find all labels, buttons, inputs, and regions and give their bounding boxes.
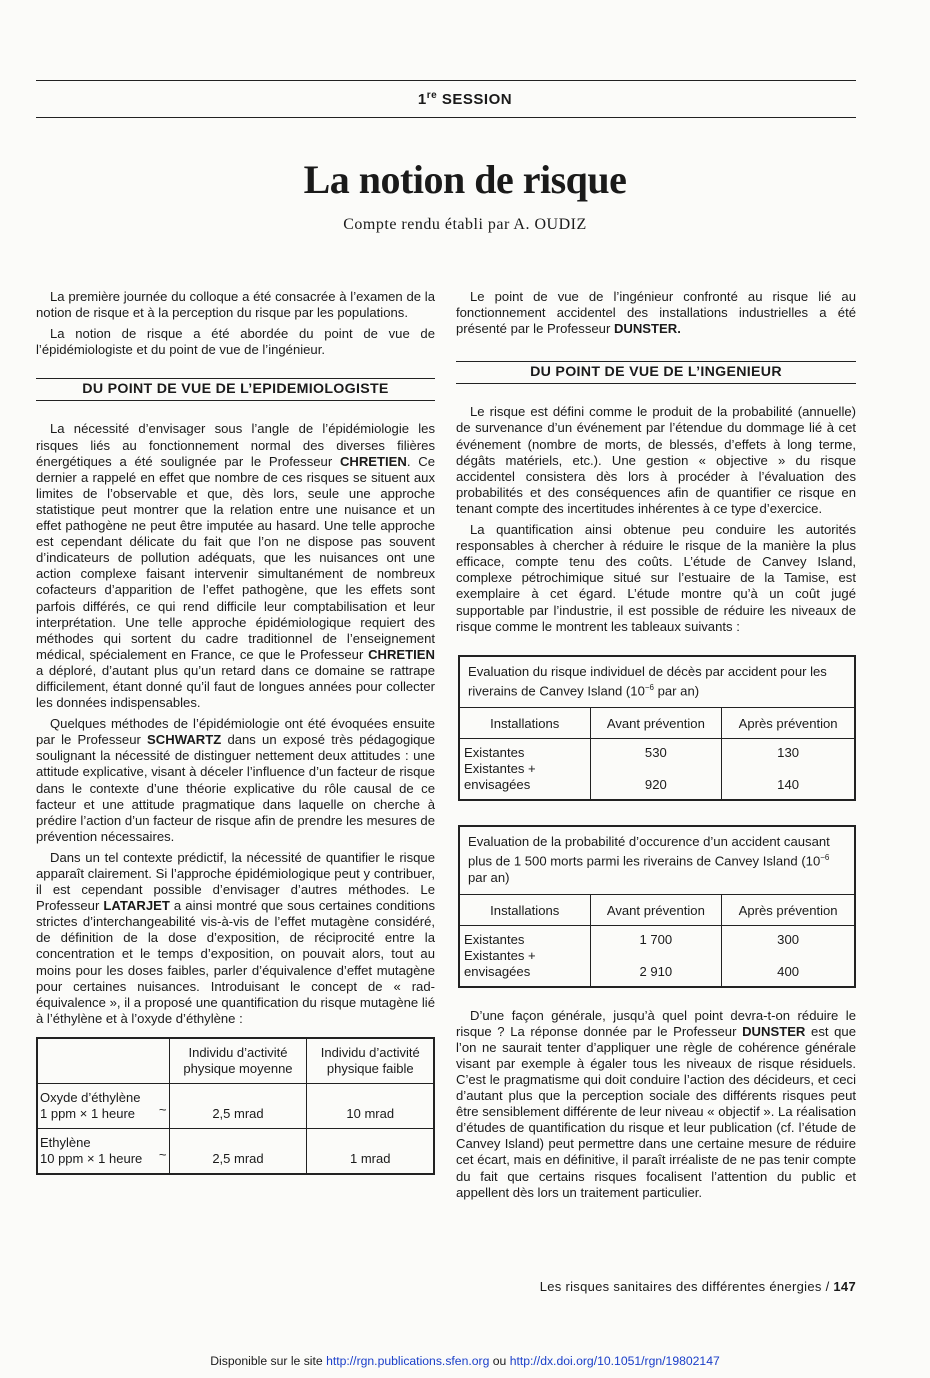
article-title: La notion de risque xyxy=(303,157,627,202)
row-label: envisagées xyxy=(464,963,531,979)
doi-link[interactable]: http://dx.doi.org/10.1051/rgn/19802147 xyxy=(509,1354,720,1368)
body-paragraph: La nécessité d’envisager sous l’angle de l’épidémiologie les risques liés au fonctionnement normal des diverses filières énergétiques a été soulignée par le Professeur CHRETIEN. Ce dernier a rappelé en effet que nombre de ces risques se situent aux limites de l’observable et que, dès lors, seule une approche statistique peut montrer que la relation entre une nuisance et un effet pathogène ne peut être imputée au hasard. Une telle approche est cependant délicate du fait que l’on ne dispose pas souvent d’indicateurs de pollution adéquats, que les nuisances ont une action complexe faisant intervenir simultanément de nombreux cofacteurs d’apparition de l’effet pathogène, que les effets sont parfois différés, ce qui rend difficile leur comptabilisation et leur interprétation. Une telle approche épidémiologique requiert des méthodes qui sortent du cadre traditionnel de l’enseignement médical, spécialement en France, ce que le Professeur CHRETIEN a déploré, d’autant plus qu’un retard dans ce domaine se rattrape difficilement, étant donné qu’il faut de longues années pour collecter les données indispensables. xyxy=(36,421,436,711)
row-label: Existantes xyxy=(464,745,525,761)
table-cell: 140 xyxy=(777,777,800,793)
tilde-symbol: ~ xyxy=(158,1146,167,1162)
tilde-symbol: ~ xyxy=(158,1101,167,1117)
body-paragraph: Dans un tel contexte prédictif, la nécessité de quantifier le risque apparaît clairement. Si l’approche épidémiologique peut y contribuer, il est cependant possible d’envisager d’autres méthodes. Le Professeur LATARJET a ainsi montré que sous certaines conditions strictes d’interchangeabilité vis-à-vis de l’effet mutagène considéré, de définition de la dose d’exposition, de réciprocité entre la concentration et le temps d’exposition, on pouvait alors, tout au moins pour les doses faibles, parler d’équivalence d’effet mutagène pour certaines nuisances. Introduisant le concept de « rad-équivalence », il a proposé une quantification du risque mutagène lié à l’éthylène et à l’oxyde d’éthylène : xyxy=(36,849,435,1026)
table-cell: 920 xyxy=(644,777,667,793)
page-footer: Les risques sanitaires des différentes énergies / 147 xyxy=(539,1279,856,1294)
article-subtitle: Compte rendu établi par A. OUDIZ xyxy=(343,216,587,233)
table-cell: 2,5 mrad xyxy=(169,1083,307,1128)
session-rule xyxy=(36,117,856,118)
table-cell: 1 mrad xyxy=(307,1128,434,1174)
table-caption: Evaluation de la probabilité d’occurence d’un accident causant plus de 1 500 morts parmi les riverains de Canvey Island ($10^{-6}$ par an) xyxy=(468,834,830,885)
row-label: 10 ppm × 1 heure xyxy=(40,1150,143,1166)
table-cell: 2 910 xyxy=(639,963,673,979)
row-label: Ethylène xyxy=(40,1134,91,1150)
body-paragraph: Quelques méthodes de l’épidémiologie ont été évoquées ensuite par le Professeur SCHWARTZ dans un exposé très pédagogique soulignant la nécessité de distinguer nettement deux attitudes : une attitude explicative, visant à déceler l’influence d’un facteur de risque dans le contexte d’une théorie explicative du rôle causal de ce facteur et une attitude pragmatique dans laquelle on cherche à prédire l’action d’un facteur de risque afin de prendre les mesures de prévention nécessaires. xyxy=(36,716,435,844)
intro-paragraph: La première journée du colloque a été consacrée à l’examen de la notion de risque et à la perception du risque par les populations. xyxy=(36,289,435,321)
row-label: Existantes + xyxy=(464,947,536,963)
page-number: 147 xyxy=(833,1279,856,1294)
risk-table-grid xyxy=(460,894,854,986)
session-heading: 1re SESSION xyxy=(417,90,513,108)
col-header-faible: Individu d’activité physique faible xyxy=(307,1038,434,1084)
left-column xyxy=(36,289,435,1175)
risk-table-probability xyxy=(458,825,856,987)
table-cell: 10 mrad xyxy=(346,1105,395,1121)
intro-paragraph: La notion de risque a été abordée du point de vue de l’épidémiologiste et du point de vue de l’ingénieur. xyxy=(36,326,435,358)
row-label: Existantes + xyxy=(464,761,536,777)
table-cell: 530 xyxy=(644,745,667,761)
table-cell: 400 xyxy=(777,963,800,979)
col-header-moyenne: Individu d’activité physique moyenne xyxy=(169,1038,307,1084)
table-caption: Evaluation du risque individuel de décès par accident pour les riverains de Canvey Island ($10^{-6}$ par an) xyxy=(468,663,827,699)
col-header-installations: Installations xyxy=(460,708,590,739)
col-header-avant: Avant prévention xyxy=(590,894,722,925)
section-heading-epidemiologist: DU POINT DE VUE DE L’EPIDEMIOLOGISTE xyxy=(36,378,435,401)
table-cell: 130 xyxy=(777,745,800,761)
risk-table-grid xyxy=(460,707,854,799)
row-label: 1 ppm × 1 heure xyxy=(40,1105,136,1121)
col-header-avant: Avant prévention xyxy=(590,708,722,739)
section-heading-engineer: DU POINT DE VUE DE L’INGENIEUR xyxy=(456,361,856,384)
body-paragraph: La quantification ainsi obtenue peu conduire les autorités responsables à chercher à réduire le risque de la manière la plus efficace, compte tenu des coûts. L’étude de Canvey Island, complexe pétrochimique situé sur l’estuaire de la Tamise, est exemplaire à cet égard. L’étude montre qu’à un coût jugé supportable par l’industrie, il est possible de réduire les niveaux de risque comme le montrent les tableaux suivants : xyxy=(456,522,856,634)
site-link[interactable]: http://rgn.publications.sfen.org xyxy=(326,1354,490,1368)
row-label: Oxyde d’éthylène xyxy=(40,1089,141,1105)
table-row xyxy=(460,925,854,986)
table-row xyxy=(37,1128,434,1174)
body-paragraph: D’une façon générale, jusqu’à quel point devra-t-on réduire le risque ? La réponse donnée par le Professeur DUNSTER est que l’on ne saurait tenter d’appliquer une règle de cohérence générale visant par exemple à égaler tous les niveaux de risque résiduels. C’est le pragmatisme qui doit conduire l’action des décideurs, et ceci d’autant plus que la perception sociale des différents risques peut être sensiblement différente de leur niveau « objectif ». La réalisation d’études de quantification du risque et leur publication (cf. l’étude de Canvey Island) peut permettre dans une certaine mesure de réduire cet écart, mais en définitive, il paraît irréaliste de ne pas tenir compte du fait que certains risques focalisent l’attention du public et appellent dès lors un traitement particulier. xyxy=(456,1007,856,1200)
col-header-installations: Installations xyxy=(460,894,590,925)
rad-equivalence-table xyxy=(36,1037,435,1175)
body-paragraph: Le risque est défini comme le produit de la probabilité (annuelle) de survenance d’un événement par l’étendue du dommage lié à cet événement (nombre de morts, de blessés, d’effets à long terme, dégâts matériels, etc.). Une gestion « objective » du risque accidentel consistera dès lors à procéder à l’évaluation des probabilités et des conséquences afin de quantifier ce risque en tenant compte des incertitudes inhérentes à ce type d’exercice. xyxy=(456,404,856,516)
table-cell: 2,5 mrad xyxy=(169,1128,307,1174)
table-row xyxy=(37,1083,434,1128)
row-label: envisagées xyxy=(464,777,531,793)
intro-paragraph: Le point de vue de l’ingénieur confronté au risque lié au fonctionnement accidentel des installations industrielles a été présenté par le Professeur DUNSTER. xyxy=(456,289,856,337)
col-header-apres: Après prévention xyxy=(722,708,854,739)
availability-line: Disponible sur le site http://rgn.publications.sfen.org ou http://dx.doi.org/10.1051/rgn/19802147 xyxy=(210,1354,720,1368)
table-cell: 300 xyxy=(777,931,800,947)
col-header-apres: Après prévention xyxy=(722,894,854,925)
top-rule xyxy=(36,80,856,81)
table-cell: 1 700 xyxy=(639,931,673,947)
right-column xyxy=(456,289,856,1206)
row-label: Existantes xyxy=(464,931,525,947)
table-row xyxy=(460,739,854,800)
risk-table-individual xyxy=(458,655,856,801)
